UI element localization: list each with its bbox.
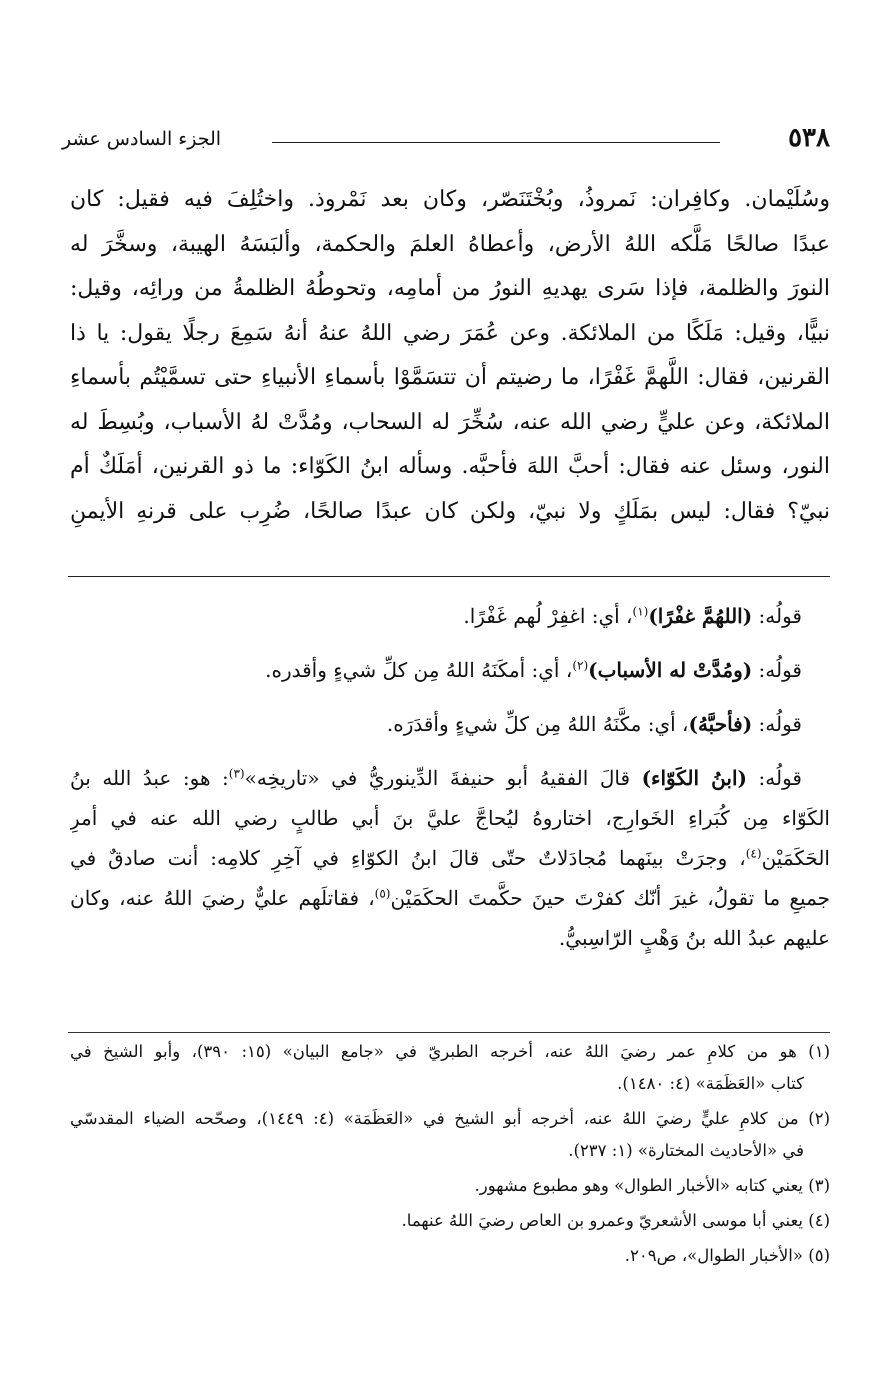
- commentary-prefix: قولُه:: [747, 766, 802, 790]
- commentary-item: [70, 596, 830, 636]
- footnote-marker: (٣): [228, 766, 245, 781]
- commentary-line: [70, 838, 830, 878]
- page-number: ٥٣٨: [788, 123, 830, 153]
- commentary-text: الحَكَمَيْن: [761, 846, 830, 870]
- footnote-line: (٢) من كلامِ عليٍّ رضيَ اللهُ عنه، أخرجه أبو الشيخ في «العَظَمَة» (٤: ١٤٤٩)، وصحّحه الضياء المقدسّي: [70, 1109, 830, 1128]
- commentary-text: ، أي: أمكَنَهُ اللهُ مِن كلِّ شيءٍ وأقدره.: [265, 658, 573, 682]
- commentary-text: جميعِ ما تقولُ، غيرَ أنّك كفرْتَ حينَ حكَّمتَ الحكَمَيْن: [390, 886, 830, 910]
- commentary-line: الكَوّاء مِن كُبَراءِ الخَوارِج، اختاروهُ ليُحاجَّ عليَّ بنَ أبي طالبٍ رضي الله عنه في أمرِ: [70, 806, 830, 830]
- commentary-item: [70, 650, 830, 690]
- footnote-line: كتاب «العَظَمَة» (٤: ١٤٨٠).: [617, 1074, 804, 1093]
- commentary-prefix: قولُه:: [752, 604, 802, 628]
- footnote-separator: [68, 1032, 830, 1033]
- commentary-text: ، وجرَتْ بينَهما مُجادَلاتٌ حتّى قالَ ابنُ الكوّاءِ في آخِرِ كلامِه: أنت صادقٌ في: [70, 846, 746, 870]
- main-text-line: القرنين، فقال: اللَّهمَّ غَفْرًا، ما رضيتم أن تتسَمَّوْا بأسماءِ الأنبياءِ حتى تسمَّيْتُم بأسماءِ: [70, 365, 830, 390]
- commentary-item-long: [70, 758, 830, 958]
- commentary-prefix: قولُه:: [752, 658, 802, 682]
- main-text-line: عبدًا صالحًا مَلَّكه اللهُ الأرض، وأعطاهُ العلمَ والحكمة، وألبَسَهُ الهيبة، وسخَّرَ له: [70, 231, 830, 257]
- header-rule: [272, 142, 720, 143]
- footnote-line: (٣) يعني كتابه «الأخبار الطوال» وهو مطبوع مشهور.: [474, 1176, 830, 1195]
- main-text-line: النورَ والظلمة، فإذا سَرى يهديهِ النورُ من أمامِه، وتحوطُهُ الظلمةُ من ورائِه، وقيل:: [70, 276, 830, 301]
- footnotes-block: [70, 1036, 830, 1275]
- footnote-line: (٤) يعني أبا موسى الأشعريّ وعمرو بن العاص رضيَ اللهُ عنهما.: [401, 1211, 830, 1230]
- commentary-term: (ابنُ الكَوّاء): [641, 766, 747, 790]
- commentary-term: (اللهُمَّ غفْرًا): [648, 604, 753, 628]
- commentary-term: (ومُدَّتْ له الأسباب): [588, 658, 753, 682]
- commentary-block: [70, 596, 830, 972]
- footnote-line: (٥) «الأخبار الطوال»، ص٢٠٩.: [624, 1246, 830, 1265]
- commentary-line: عليهم عبدُ الله بنُ وَهْبٍ الرّاسِبيُّ.: [558, 926, 830, 950]
- footnote-line: (١) هو من كلامِ عمر رضيَ اللهُ عنه، أخرجه الطبريّ في «جامع البيان» (١٥: ٣٩٠)، وأبو الشيخ في: [70, 1042, 830, 1061]
- footnote-4: [70, 1205, 830, 1237]
- main-text-line: وسُلَيْمان. وكافِران: نَمروذُ، وبُخْتَنَصّر، وكان بعد نَمْروذ. واختُلِفَ فيه فقيل: كان: [70, 187, 830, 212]
- commentary-item: [70, 704, 830, 744]
- footnote-2: [70, 1103, 830, 1167]
- main-text-line: نبيًّا، وقيل: مَلَكًا من الملائكة. وعن عُمَرَ رضي اللهُ عنهُ أنهُ سَمِعَ رجلًا يقول: يا ذا: [70, 320, 830, 346]
- main-text-line: النور، وسئل عنه فقال: أحبَّ اللهَ فأحبَّه. وسأله ابنُ الكَوّاء: ما ذو القرنين، أمَلَكٌ أم: [70, 454, 830, 479]
- commentary-text: : هو: عبدُ الله بنُ: [70, 766, 229, 790]
- commentary-term: (فأحبَّهُ): [688, 712, 753, 736]
- footnote-5: [70, 1240, 830, 1272]
- main-text-separator: [68, 576, 830, 577]
- commentary-line: [70, 878, 830, 918]
- commentary-text: ، أي: اغفِرْ لُهم غَفْرًا.: [463, 604, 633, 628]
- footnote-marker: (١): [632, 604, 649, 619]
- commentary-line: [70, 758, 830, 798]
- footnote-1: [70, 1036, 830, 1100]
- main-text-line: نبيّ؟ فقال: ليس بمَلَكٍ ولا نبيّ، ولكن كان عبدًا صالحًا، ضُرِب على قرنهِ الأيمنِ: [70, 498, 830, 524]
- main-text-block: [70, 178, 830, 534]
- footnote-marker: (٤): [745, 846, 762, 861]
- footnote-line: في «الأحاديث المختارة» (١: ٢٣٧).: [568, 1141, 804, 1160]
- commentary-text: قالَ الفقيهُ أبو حنيفةَ الدِّينوريُّ في «تاريخِه»: [244, 766, 642, 790]
- page-header: [62, 118, 830, 162]
- running-title: الجزء السادس عشر: [62, 128, 222, 150]
- commentary-text: ، فقاتلَهم عليٌّ رضيَ اللهُ عنه، وكان: [70, 886, 375, 910]
- main-text-line: الملائكة، وعن عليٍّ رضي الله عنه، سُخِّرَ له السحاب، ومُدَّتْ لهُ الأسباب، وبُسِطَ له: [70, 409, 830, 435]
- footnote-marker: (٢): [572, 658, 589, 673]
- footnote-marker: (٥): [374, 886, 391, 901]
- footnote-3: [70, 1170, 830, 1202]
- commentary-prefix: قولُه:: [752, 712, 802, 736]
- commentary-text: ، أي: مكَّنَهُ اللهُ مِن كلِّ شيءٍ وأقدَرَه.: [386, 712, 689, 736]
